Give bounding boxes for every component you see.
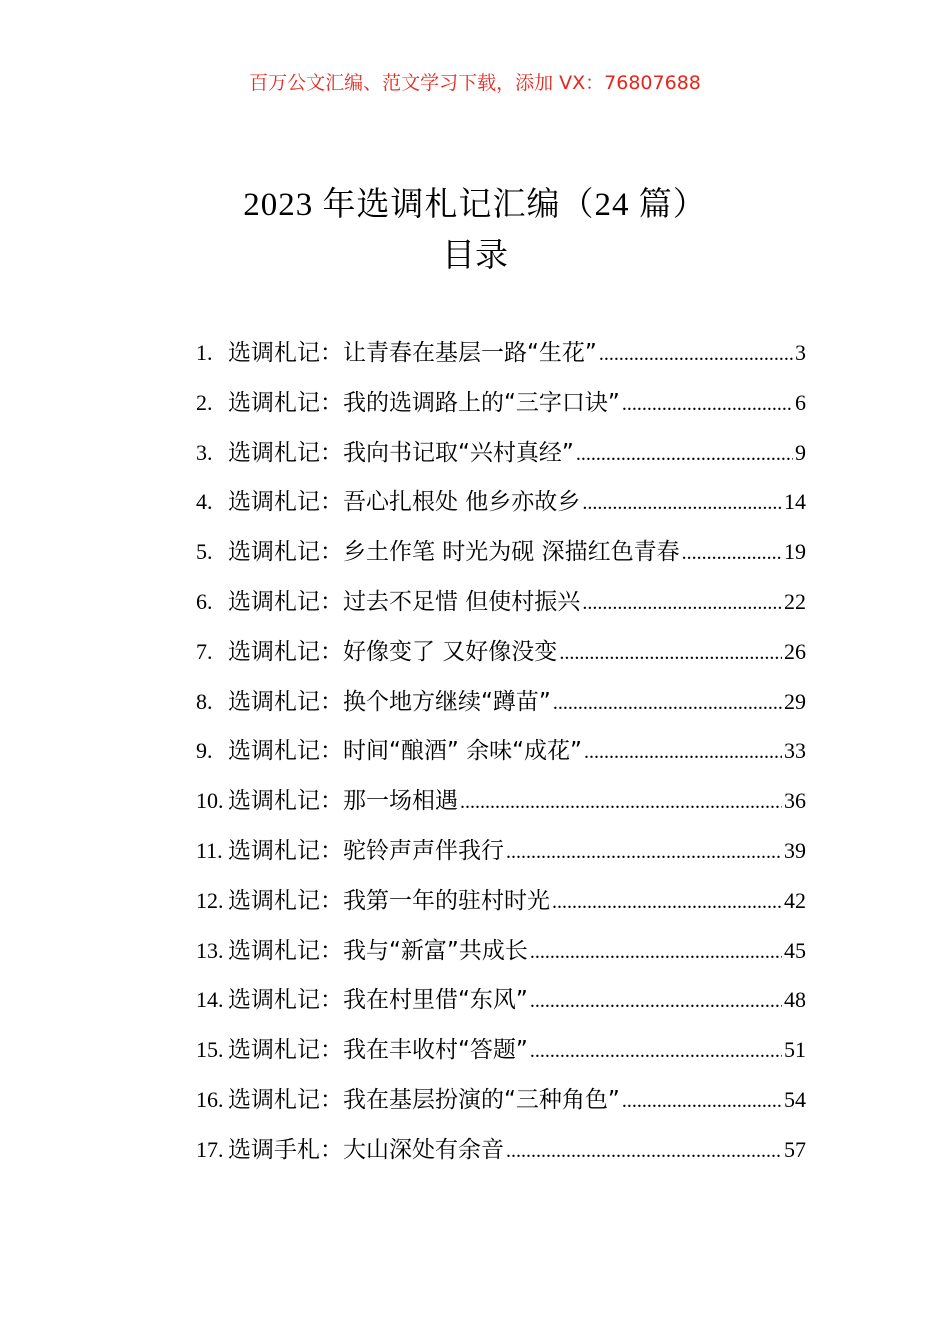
toc-entry-page-number: 42 — [784, 887, 806, 913]
toc-entry-page-number: 14 — [784, 489, 806, 515]
toc-dot-leader — [576, 430, 793, 480]
toc-dot-leader — [552, 878, 782, 928]
toc-dot-leader — [530, 977, 782, 1027]
toc-entry-page-number: 6 — [795, 389, 806, 415]
toc-entry-number: 7. — [196, 638, 213, 664]
toc-entry-page-number: 33 — [784, 738, 806, 764]
document-subtitle: 目录 — [442, 235, 508, 274]
toc-entry-title: 选调札记：驼铃声声伴我行 — [228, 837, 504, 864]
toc-entry[interactable] — [196, 627, 806, 677]
table-of-contents — [196, 328, 806, 1175]
toc-entry-number: 10. — [196, 788, 224, 814]
toc-entry-page-number: 22 — [784, 588, 806, 614]
toc-entry[interactable] — [196, 975, 806, 1025]
toc-entry-number: 6. — [196, 588, 213, 614]
toc-entry[interactable] — [196, 1025, 806, 1075]
toc-entry-number: 9. — [196, 738, 213, 764]
toc-entry-title: 选调札记：换个地方继续“蹲苗” — [228, 688, 551, 715]
toc-entry-title: 选调札记：让青春在基层一路“生花” — [228, 340, 597, 366]
toc-entry-title: 选调札记：吾心扎根处 他乡亦故乡 — [228, 489, 581, 516]
toc-entry-title: 选调札记：好像变了 又好像没变 — [228, 638, 558, 665]
toc-entry-number: 14. — [196, 987, 224, 1013]
toc-entry-title: 选调札记：过去不足惜 但使村振兴 — [228, 588, 581, 615]
toc-entry-page-number: 36 — [784, 788, 806, 814]
toc-entry[interactable] — [196, 826, 806, 876]
toc-entry-title: 选调札记：我的选调路上的“三字口诀” — [228, 389, 620, 416]
toc-entry[interactable] — [196, 876, 806, 926]
toc-dot-leader — [559, 629, 782, 679]
toc-entry-page-number: 29 — [784, 688, 806, 714]
toc-entry-number: 3. — [196, 439, 213, 465]
toc-entry-title: 选调札记：我在基层扮演的“三种角色” — [228, 1086, 620, 1113]
toc-entry-title: 选调札记：我在丰收村“答题” — [228, 1037, 528, 1064]
toc-entry-title: 选调札记：我向书记取“兴村真经” — [228, 439, 574, 466]
toc-entry[interactable] — [196, 926, 806, 976]
toc-dot-leader — [599, 330, 793, 380]
toc-entry[interactable] — [196, 726, 806, 776]
toc-dot-leader — [682, 529, 782, 579]
toc-entry-page-number: 39 — [784, 837, 806, 863]
toc-entry-number: 2. — [196, 389, 213, 415]
toc-dot-leader — [530, 1027, 782, 1077]
toc-entry-number: 17. — [196, 1136, 224, 1162]
toc-entry-page-number: 19 — [784, 539, 806, 565]
toc-entry-title: 选调札记：我第一年的驻村时光 — [228, 887, 550, 914]
document-title: 2023 年选调札记汇编（24 篇） — [243, 187, 707, 223]
toc-dot-leader — [584, 728, 782, 778]
toc-entry-title: 选调札记：我与“新富”共成长 — [228, 937, 528, 964]
toc-entry[interactable] — [196, 378, 806, 428]
toc-entry-page-number: 54 — [784, 1086, 806, 1112]
title-block — [0, 180, 950, 280]
toc-entry-title: 选调札记：那一场相遇 — [228, 788, 458, 815]
toc-dot-leader — [530, 928, 782, 978]
toc-dot-leader — [622, 1077, 782, 1127]
toc-dot-leader — [553, 679, 782, 729]
toc-entry-number: 12. — [196, 887, 224, 913]
toc-entry[interactable] — [196, 577, 806, 627]
toc-entry[interactable] — [196, 428, 806, 478]
toc-entry[interactable] — [196, 1075, 806, 1125]
toc-entry-title: 选调札记：我在村里借“东风” — [228, 987, 528, 1014]
toc-dot-leader — [460, 778, 782, 828]
toc-entry-number: 13. — [196, 937, 224, 963]
toc-entry-page-number: 45 — [784, 937, 806, 963]
toc-entry-title: 选调札记：时间“酿酒” 余味“成花” — [228, 738, 582, 765]
toc-entry[interactable] — [196, 328, 806, 378]
toc-entry-page-number: 51 — [784, 1037, 806, 1063]
toc-entry-page-number: 9 — [795, 439, 806, 465]
toc-dot-leader — [506, 1127, 782, 1177]
toc-entry-page-number: 3 — [795, 340, 806, 365]
toc-entry[interactable] — [196, 677, 806, 727]
toc-entry-page-number: 26 — [784, 638, 806, 664]
toc-dot-leader — [582, 479, 782, 529]
toc-dot-leader — [582, 579, 782, 629]
toc-entry-number: 15. — [196, 1037, 224, 1063]
toc-entry[interactable] — [196, 776, 806, 826]
toc-entry[interactable] — [196, 477, 806, 527]
toc-entry-number: 11. — [196, 837, 223, 863]
toc-entry-title: 选调札记：乡土作笔 时光为砚 深描红色青春 — [228, 539, 680, 566]
toc-entry-page-number: 48 — [784, 987, 806, 1013]
toc-entry-number: 1. — [196, 340, 213, 365]
toc-entry[interactable] — [196, 527, 806, 577]
toc-entry-number: 16. — [196, 1086, 224, 1112]
toc-dot-leader — [506, 828, 782, 878]
toc-dot-leader — [622, 380, 793, 430]
toc-entry-page-number: 57 — [784, 1136, 806, 1162]
header-watermark-note: 百万公文汇编、范文学习下载，添加 VX：76807688 — [249, 72, 701, 94]
toc-entry[interactable] — [196, 1125, 806, 1175]
toc-entry-number: 8. — [196, 688, 213, 714]
toc-entry-title: 选调手札：大山深处有余音 — [228, 1136, 504, 1163]
toc-entry-number: 5. — [196, 539, 213, 565]
toc-entry-number: 4. — [196, 489, 213, 515]
